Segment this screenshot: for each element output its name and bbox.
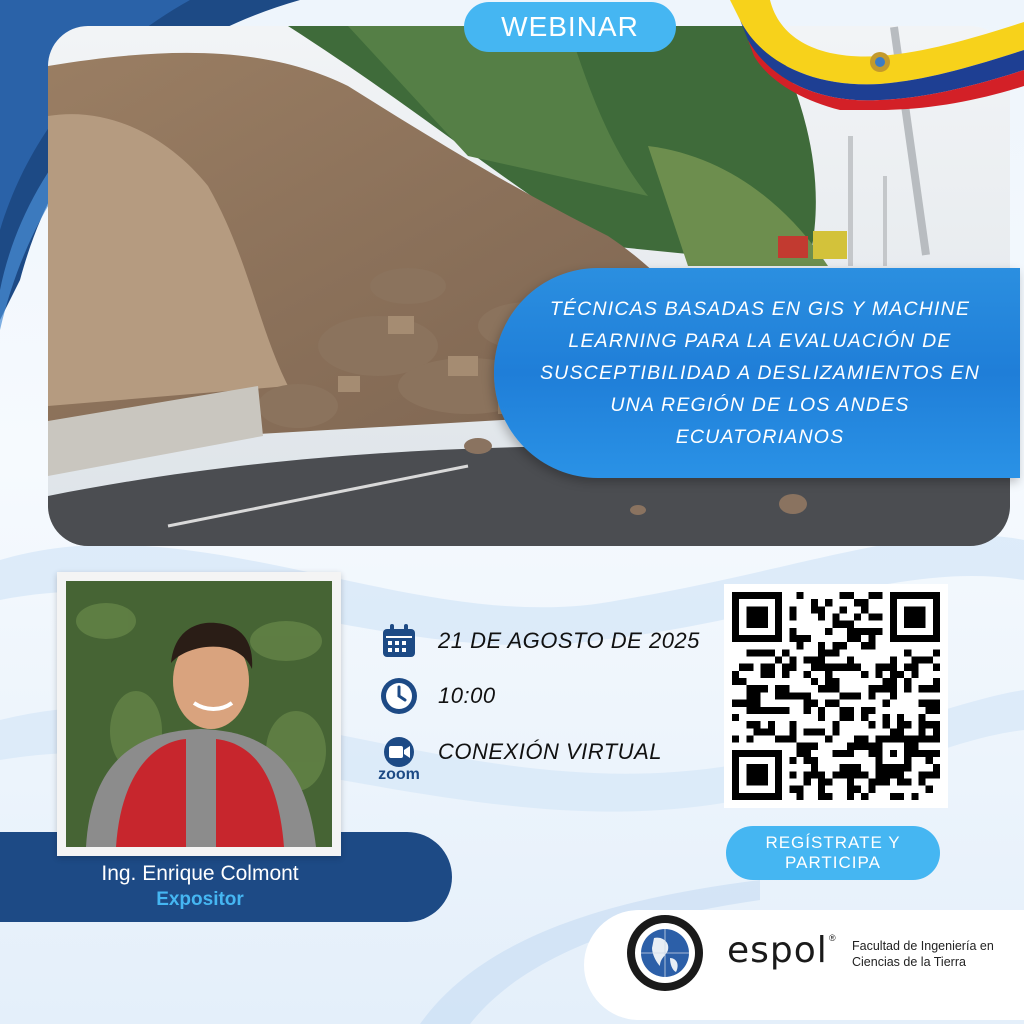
webinar-badge: WEBINAR: [464, 2, 676, 52]
speaker-name: Ing. Enrique Colmont: [101, 862, 299, 885]
zoom-label: zoom: [378, 766, 420, 783]
event-date: 21 DE AGOSTO DE 2025: [438, 628, 700, 653]
clock-icon: [380, 677, 418, 715]
speaker-photo: [57, 572, 341, 856]
faculty-line-1: Facultad de Ingeniería en: [852, 939, 994, 953]
ecuador-flag-ribbon: [730, 0, 1024, 110]
speaker-role: Expositor: [156, 889, 244, 910]
talk-title: TÉCNICAS BASADAS EN GIS Y MACHINE LEARNING PARA LA EVALUACIÓN DE SUSCEPTIBILIDAD A DESLIZAMIENTOS EN UNA REGIÓN DE LOS ANDES ECUATORIANOS: [539, 298, 981, 448]
date-row: [380, 622, 700, 660]
ipgh-globe-seal-icon: [626, 914, 704, 992]
registration-qr-code[interactable]: [724, 584, 948, 808]
register-line-1: REGÍSTRATE Y: [765, 833, 901, 852]
event-location: CONEXIÓN VIRTUAL: [438, 739, 662, 764]
faculty-name: [852, 938, 1022, 970]
register-line-2: PARTICIPA: [785, 853, 881, 872]
espol-logo: espol: [727, 930, 828, 971]
talk-title-banner: [494, 268, 1020, 478]
espol-registered-mark: ®: [829, 933, 836, 943]
time-row: [380, 677, 496, 715]
faculty-line-2: Ciencias de la Tierra: [852, 955, 966, 969]
event-time: 10:00: [438, 683, 496, 708]
calendar-icon: [380, 622, 418, 660]
register-button[interactable]: [726, 826, 940, 880]
